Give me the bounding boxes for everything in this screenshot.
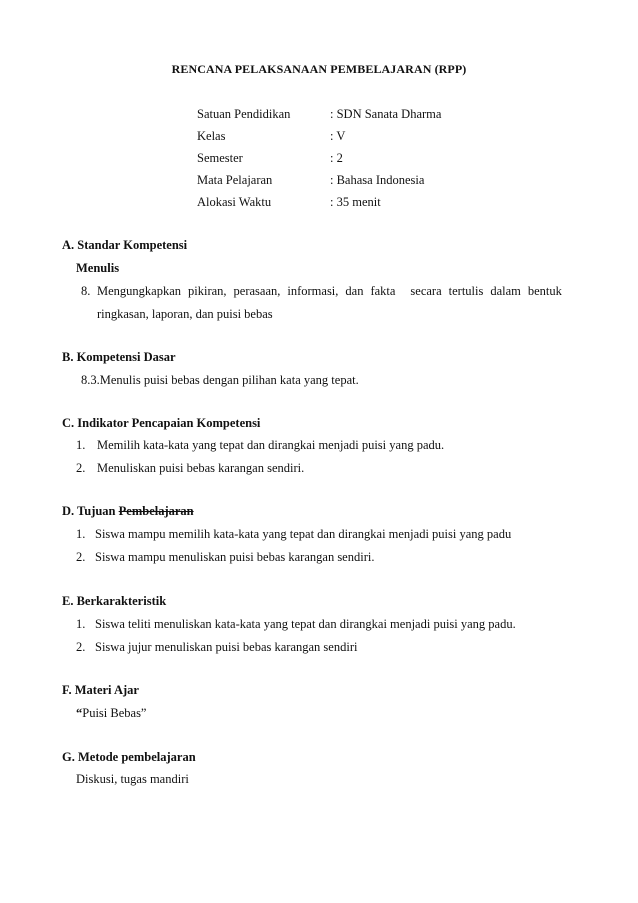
- section-a-line2: ringkasan, laporan, dan puisi bebas: [97, 307, 273, 321]
- word: secara: [410, 284, 442, 298]
- info-value-mapel: : Bahasa Indonesia: [330, 173, 425, 187]
- section-d-num-2: 2.: [76, 550, 86, 564]
- info-label-mapel: Mata Pelajaran: [197, 173, 273, 187]
- section-e-num-1: 1.: [76, 617, 86, 631]
- section-e-item-2: Siswa jujur menuliskan puisi bebas karangan sendiri: [95, 640, 358, 654]
- word: dalam: [490, 284, 521, 298]
- info-label-satuan: Satuan Pendidikan: [197, 107, 291, 121]
- section-f-text-body: Puisi Bebas”: [82, 706, 147, 720]
- section-c-num-2: 2.: [76, 461, 86, 475]
- word: fakta: [370, 284, 396, 298]
- word: tertulis: [448, 284, 484, 298]
- section-b-heading: B. Kompetensi Dasar: [62, 350, 176, 364]
- section-e-num-2: 2.: [76, 640, 86, 654]
- section-d-heading-a: D. Tujuan: [62, 504, 119, 518]
- section-b-text: 8.3.Menulis puisi bebas dengan pilihan kata yang tepat.: [81, 373, 359, 387]
- section-c-item-2: Menuliskan puisi bebas karangan sendiri.: [97, 461, 305, 475]
- section-f-heading: F. Materi Ajar: [62, 683, 139, 697]
- info-value-alokasi: : 35 menit: [330, 195, 381, 209]
- info-value-kelas: : V: [330, 129, 346, 143]
- section-a-subheading: Menulis: [76, 261, 120, 275]
- section-f-text: [76, 706, 146, 721]
- info-label-semester: Semester: [197, 151, 243, 165]
- section-c-item-1: Memilih kata-kata yang tepat dan dirangkai menjadi puisi yang padu.: [97, 438, 445, 452]
- info-label-kelas: Kelas: [197, 129, 226, 143]
- section-d-item-1: Siswa mampu memilih kata-kata yang tepat dan dirangkai menjadi puisi yang padu: [95, 527, 512, 541]
- info-value-semester: : 2: [330, 151, 343, 165]
- section-a-number: 8.: [81, 284, 91, 298]
- info-value-satuan: : SDN Sanata Dharma: [330, 107, 442, 121]
- section-d-num-1: 1.: [76, 527, 86, 541]
- info-label-alokasi: Alokasi Waktu: [197, 195, 272, 209]
- word: Mengungkapkan: [97, 284, 182, 298]
- section-f-quote: “: [76, 706, 83, 720]
- section-g-heading: G. Metode pembelajaran: [62, 750, 196, 764]
- word: bentuk: [527, 284, 562, 298]
- section-e-item-1: Siswa teliti menuliskan kata-kata yang tepat dan dirangkai menjadi puisi yang padu.: [95, 617, 516, 631]
- word: pikiran,: [188, 284, 227, 298]
- section-g-text: Diskusi, tugas mandiri: [76, 772, 189, 786]
- word: perasaan,: [233, 284, 281, 298]
- section-d-heading: [62, 504, 194, 519]
- section-e-heading: E. Berkarakteristik: [62, 594, 167, 608]
- page-title: RENCANA PELAKSANAAN PEMBELAJARAN (RPP): [171, 62, 467, 76]
- word: informasi,: [287, 284, 339, 298]
- section-d-heading-b: Pembelajaran: [118, 504, 194, 518]
- section-a-line1: [97, 284, 562, 299]
- section-a-heading: A. Standar Kompetensi: [62, 238, 188, 252]
- section-c-num-1: 1.: [76, 438, 86, 452]
- word: dan: [345, 284, 364, 298]
- section-d-item-2: Siswa mampu menuliskan puisi bebas karangan sendiri.: [95, 550, 375, 564]
- section-c-heading: C. Indikator Pencapaian Kompetensi: [62, 416, 261, 430]
